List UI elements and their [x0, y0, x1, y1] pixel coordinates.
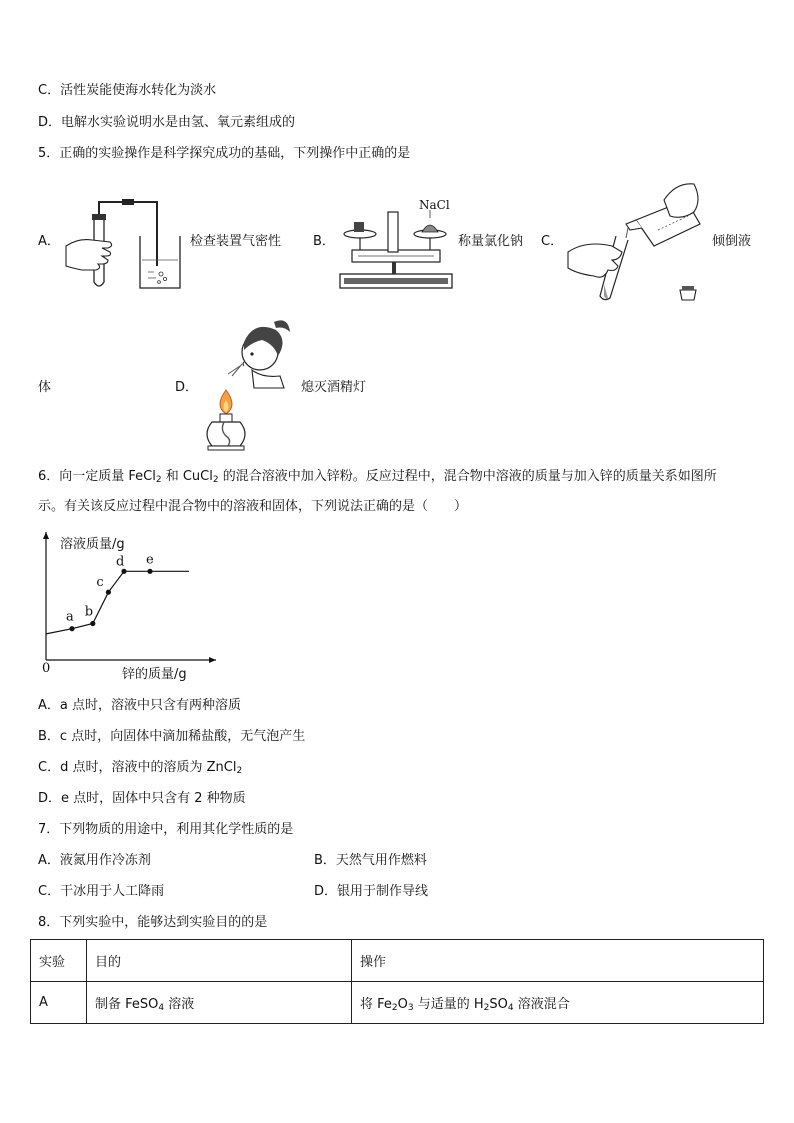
- q4-option-c: C．活性炭能使海水转化为淡水: [38, 83, 217, 98]
- data-point-e: [147, 569, 152, 574]
- balance-scale-illustration: [338, 206, 454, 292]
- experiment-table: [30, 939, 764, 1024]
- row-a-id: A: [31, 982, 87, 1024]
- x-axis-arrow: [209, 657, 216, 663]
- table-row: [31, 982, 764, 1024]
- q6-stem-line1: 6．向一定质量 FeCl$_2$ 和 CuCl$_2$ 的混合溶液中加入锌粉。反应过程中，混合物中溶液的质量与加入锌的质量关系如图所: [38, 469, 717, 485]
- data-point-b: [90, 621, 95, 626]
- table-header-row: [31, 940, 764, 982]
- q7-option-d: D．银用于制作导线: [314, 884, 429, 899]
- q6-option-b: B．c 点时，向固体中滴加稀盐酸，无气泡产生: [38, 729, 306, 744]
- point-label-b: b: [84, 604, 94, 620]
- point-label-c: c: [96, 575, 104, 591]
- header-experiment: 实验: [31, 940, 87, 982]
- row-a-purpose: 制备 FeSO$_4$ 溶液: [87, 982, 352, 1024]
- q6-option-c: C．d 点时，溶液中的溶质为 ZnCl$_2$: [38, 760, 243, 776]
- q7-option-b: B．天然气用作燃料: [314, 853, 427, 868]
- y-axis-arrow: [43, 532, 49, 539]
- q5-option-d-text: 熄灭酒精灯: [301, 380, 367, 395]
- solution-mass-chart: [30, 530, 220, 682]
- header-operation: 操作: [352, 940, 764, 982]
- data-point-a: [69, 626, 74, 631]
- q4-option-d: D．电解水实验说明水是由氢、氧元素组成的: [38, 115, 296, 130]
- data-point-d: [121, 569, 126, 574]
- q5-option-c-text-a: 倾倒液: [712, 234, 752, 249]
- header-purpose: 目的: [87, 940, 352, 982]
- point-label-a: a: [66, 609, 74, 625]
- pouring-liquid-illustration: [566, 180, 702, 304]
- q6-option-a: A．a 点时，溶液中只含有两种溶质: [38, 698, 241, 713]
- nacl-label: NaCl: [419, 198, 450, 212]
- blowing-out-lamp-illustration: [204, 316, 300, 452]
- q6-option-d: D．e 点时，固体中只含有 2 种物质: [38, 791, 246, 806]
- q5-option-d-letter: D．: [175, 380, 199, 395]
- point-label-d: d: [116, 554, 125, 570]
- q5-stem: 5．正确的实验操作是科学探究成功的基础，下列操作中正确的是: [38, 146, 411, 161]
- q5-option-a-letter: A．: [38, 234, 60, 249]
- q5-option-c-text-b: 体: [38, 380, 52, 395]
- q8-stem: 8．下列实验中，能够达到实验目的的是: [38, 915, 268, 930]
- q7-option-c: C．干冰用于人工降雨: [38, 884, 165, 899]
- row-a-operation: 将 $Fe_2O_3$ 与适量的 $H_2SO_4$ 溶液混合: [352, 982, 764, 1024]
- q5-option-b-text: 称量氯化钠: [458, 234, 524, 249]
- q7-stem: 7．下列物质的用途中，利用其化学性质的是: [38, 822, 294, 837]
- y-axis-label: 溶液质量/g: [60, 537, 125, 552]
- q5-option-c-letter: C．: [541, 234, 564, 249]
- q5-option-b-letter: B．: [313, 234, 335, 249]
- airtight-check-illustration: [62, 196, 190, 292]
- q6-stem-line2: 示。有关该反应过程中混合物中的溶液和固体，下列说法正确的是（ ）: [38, 499, 468, 514]
- q5-option-a-text: 检查装置气密性: [190, 234, 282, 249]
- point-label-e: e: [146, 552, 154, 568]
- x-axis-label: 锌的质量/g: [122, 667, 187, 682]
- q7-option-a: A．液氮用作冷冻剂: [38, 853, 151, 868]
- origin-label: 0: [42, 661, 51, 676]
- data-point-c: [106, 590, 111, 595]
